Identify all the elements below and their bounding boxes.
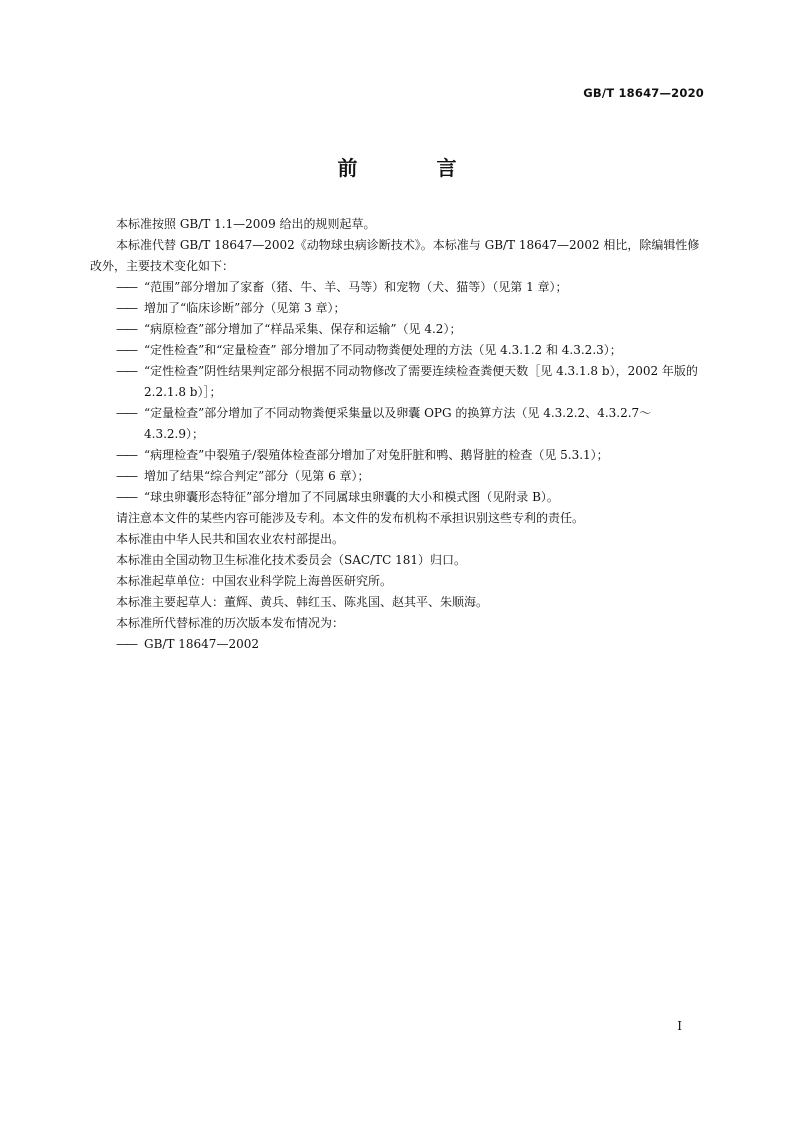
change-item <box>90 277 702 298</box>
dash-marker: —— <box>116 637 136 651</box>
previous-version-text: GB/T 18647—2002 <box>144 637 259 651</box>
dash-marker: —— <box>116 469 136 483</box>
closing-paragraph: 本标准主要起草人：董辉、黄兵、韩红玉、陈兆国、赵其平、朱顺海。 <box>116 595 489 609</box>
change-item-text: “定性检查”阴性结果判定部分根据不同动物修改了需要连续检查粪便天数［见 4.3.1.8 b），2002 年版的 2.2.1.8 b）］； <box>144 364 698 399</box>
change-item <box>90 487 702 508</box>
intro-paragraph: 本标准按照 GB/T 1.1—2009 给出的规则起草。 <box>116 217 376 231</box>
change-item-text: “病理检查”中裂殖子/裂殖体检查部分增加了对兔肝脏和鸭、鹅肾脏的检查（见 5.3.1）； <box>144 448 609 462</box>
dash-marker: —— <box>116 322 136 336</box>
change-item-text: “球虫卵囊形态特征”部分增加了不同属球虫卵囊的大小和模式图（见附录 B）。 <box>144 490 559 504</box>
change-item <box>90 466 702 487</box>
change-item <box>90 319 702 340</box>
change-item-text: 增加了结果“综合判定”部分（见第 6 章）； <box>144 469 370 483</box>
change-item <box>90 298 702 319</box>
closing-paragraph: 请注意本文件的某些内容可能涉及专利。本文件的发布机构不承担识别这些专利的责任。 <box>116 511 585 525</box>
page-title: 前 言 <box>337 156 493 180</box>
change-item-text: “定量检查”部分增加了不同动物粪便采集量以及卵囊 OPG 的换算方法（见 4.3.2.2、4.3.2.7～4.3.2.9）； <box>144 406 652 441</box>
dash-marker: —— <box>116 406 136 420</box>
standard-code: GB/T 18647—2020 <box>583 86 704 100</box>
dash-marker: —— <box>116 448 136 462</box>
previous-version-item <box>90 634 702 655</box>
intro-paragraph: 本标准代替 GB/T 18647—2002《动物球虫病诊断技术》。本标准与 GB/T 18647—2002 相比，除编辑性修改外，主要技术变化如下： <box>90 238 700 273</box>
dash-marker: —— <box>116 280 136 294</box>
dash-marker: —— <box>116 343 136 357</box>
page-number: I <box>677 1019 682 1033</box>
closing-paragraph: 本标准起草单位：中国农业科学院上海兽医研究所。 <box>116 574 393 588</box>
change-item-text: “范围”部分增加了家畜（猪、牛、羊、马等）和宠物（犬、猫等）（见第 1 章）； <box>144 280 568 294</box>
change-item <box>90 340 702 361</box>
dash-marker: —— <box>116 490 136 504</box>
closing-paragraph: 本标准由全国动物卫生标准化技术委员会（SAC/TC 181）归口。 <box>116 553 467 567</box>
change-item-text: 增加了“临床诊断”部分（见第 3 章）； <box>144 301 346 315</box>
dash-marker: —— <box>116 364 136 378</box>
change-item <box>90 361 702 403</box>
change-item <box>90 445 702 466</box>
change-item <box>90 403 702 445</box>
closing-paragraph: 本标准由中华人民共和国农业农村部提出。 <box>116 532 345 546</box>
foreword-body <box>90 214 702 655</box>
dash-marker: —— <box>116 301 136 315</box>
change-item-text: “病原检查”部分增加了“样品采集、保存和运输”（见 4.2）； <box>144 322 462 336</box>
change-item-text: “定性检查”和“定量检查” 部分增加了不同动物粪便处理的方法（见 4.3.1.2 和 4.3.2.3）； <box>144 343 622 357</box>
closing-paragraph: 本标准所代替标准的历次版本发布情况为： <box>116 616 345 630</box>
